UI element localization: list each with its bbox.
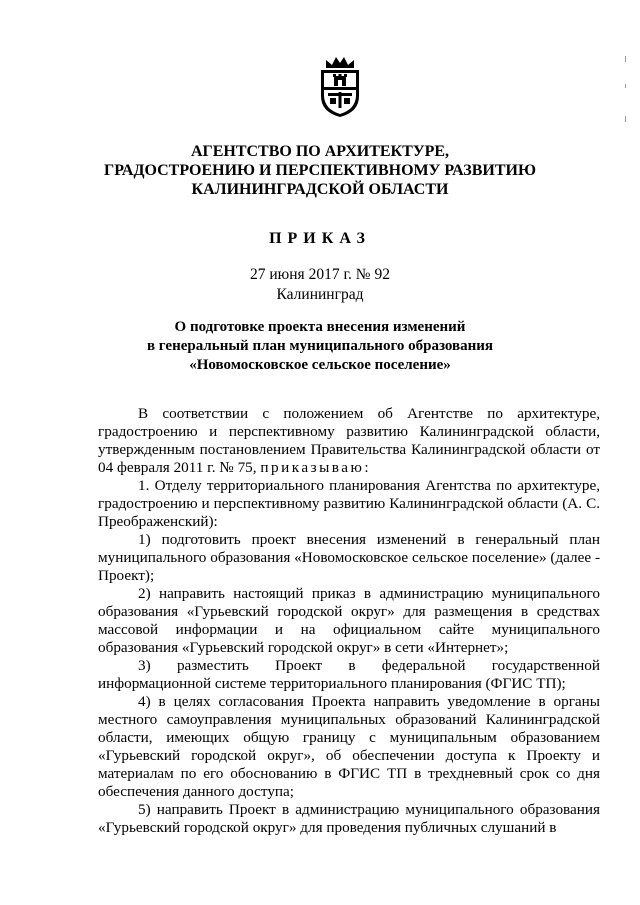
body-intro xyxy=(98,405,600,477)
subject-line-2: в генеральный план муниципального образования xyxy=(146,338,494,354)
order-meta xyxy=(0,265,640,305)
order-date-number: 27 июня 2017 г. № 92 xyxy=(250,266,390,283)
order-body xyxy=(98,405,600,837)
body-item: 3) разместить Проект в федеральной государственной информационной системе территориального планирования (ФГИС ТП); xyxy=(98,657,600,692)
body-item: 2) направить настоящий приказ в администрацию муниципального образования «Гурьевский городской округ» для размещения в средствах массовой информации и на официальном сайте муниципального образования «Гурьевский городской округ» в сети «Интернет»; xyxy=(98,585,600,656)
order-city: Калининград xyxy=(276,286,364,303)
subject-line-1: О подготовке проекта внесения изменений xyxy=(174,319,466,335)
agency-line-2: ГРАДОСТРОЕНИЮ И ПЕРСПЕКТИВНОМУ РАЗВИТИЮ xyxy=(104,162,536,179)
body-item: 5) направить Проект в администрацию муниципального образования «Гурьевский городской округ» для проведения публичных слушаний в xyxy=(98,801,600,836)
agency-line-3: КАЛИНИНГРАДСКОЙ ОБЛАСТИ xyxy=(191,181,449,198)
order-title: ПРИКАЗ xyxy=(269,230,371,247)
subject-line-3: «Новомосковское сельское поселение» xyxy=(189,357,451,373)
body-item: 1. Отделу территориального планирования Агентства по архитектуре, градостроению и перспективному развитию Калининградской области (А. С. Преображенский): xyxy=(98,477,600,530)
body-intro-text: В соответствии с положением об Агентстве по архитектуре, градостроению и перспективному развитию Калининградской области, утвержденным постановлением Правительства Калининградской области от 04 февраля 2011 г. № 75, xyxy=(98,405,600,476)
body-intro-command: приказываю: xyxy=(260,459,372,476)
scan-margin-mark xyxy=(624,56,628,126)
order-subject xyxy=(0,318,640,375)
body-item: 1) подготовить проект внесения изменений в генеральный план муниципального образования «Новомосковское сельское поселение» (далее - Проект); xyxy=(98,531,600,584)
coat-of-arms-icon xyxy=(318,54,362,118)
body-item: 4) в целях согласования Проекта направить уведомление в органы местного самоуправления муниципальных образований Калининградской области, имеющих общую границу с муниципальным образованием «Гурьевский городской округ», об обеспечении доступа к Проекту и материалам по его обоснованию в ФГИС ТП в трехдневный срок со дня обеспечения данного доступа; xyxy=(98,693,600,800)
agency-name xyxy=(0,142,640,199)
agency-line-1: АГЕНТСТВО ПО АРХИТЕКТУРЕ, xyxy=(190,143,450,160)
